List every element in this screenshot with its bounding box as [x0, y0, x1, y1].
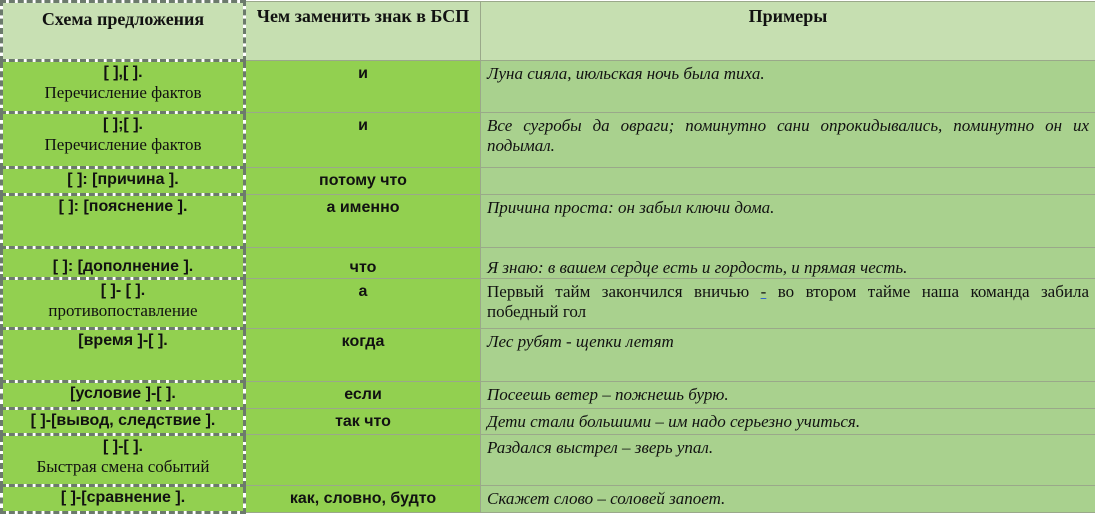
conjunction-cell: как, словно, будто [245, 486, 481, 513]
scheme-subtext: Перечисление фактов [44, 135, 202, 154]
table-row [2, 435, 1095, 486]
table-row [2, 409, 1095, 435]
example-cell: Луна сияла, июльская ночь была тиха. [481, 61, 1095, 113]
example-cell: Дети стали большими – им надо серьезно учиться. [481, 409, 1095, 435]
scheme-cell [2, 61, 245, 113]
scheme-text: [ ]-[сравнение ]. [60, 489, 186, 506]
scheme-text: [ ]-[ ]. [103, 438, 143, 455]
conjunction-cell [245, 435, 481, 486]
header-scheme: Схема предложения [2, 2, 245, 61]
table-row [2, 195, 1095, 248]
table-row [2, 168, 1095, 195]
header-examples: Примеры [481, 2, 1095, 61]
example-cell: Лес рубят - щепки летят [481, 329, 1095, 382]
scheme-subtext: Перечисление фактов [44, 83, 202, 102]
scheme-cell [2, 248, 245, 279]
example-cell: Я знаю: в вашем сердце есть и гордость, и прямая честь. [481, 248, 1095, 279]
table-row [2, 486, 1095, 513]
header-row [2, 2, 1095, 61]
example-cell: Причина проста: он забыл ключи дома. [481, 195, 1095, 248]
table-row [2, 113, 1095, 168]
table-row [2, 329, 1095, 382]
example-cell [481, 168, 1095, 195]
scheme-cell [2, 382, 245, 409]
table-row [2, 382, 1095, 409]
conjunction-cell: если [245, 382, 481, 409]
conjunction-cell: так что [245, 409, 481, 435]
example-cell: Раздался выстрел – зверь упал. [481, 435, 1095, 486]
example-text-part1: Первый тайм закончился вничью [487, 282, 750, 301]
scheme-text: [ ];[ ]. [103, 116, 143, 133]
conjunction-cell: и [245, 113, 481, 168]
scheme-text: [ ]- [ ]. [100, 282, 146, 299]
example-text-part2: во втором тайме наша команда забила победный гол [487, 282, 1090, 321]
scheme-text: [время ]-[ ]. [78, 332, 168, 349]
example-cell: Посеешь ветер – пожнешь бурю. [481, 382, 1095, 409]
scheme-text: [ ]-[вывод, следствие ]. [30, 412, 216, 429]
scheme-text: [ ]: [дополнение ]. [52, 258, 194, 275]
conjunction-cell: что [245, 248, 481, 279]
scheme-subtext: противопоставление [48, 301, 198, 320]
scheme-text: [ ]: [причина ]. [67, 171, 179, 188]
scheme-subtext: Быстрая смена событий [36, 457, 210, 476]
table-row [2, 248, 1095, 279]
table-row [2, 61, 1095, 113]
scheme-text: [ ]: [пояснение ]. [58, 198, 188, 215]
scheme-text: [ ],[ ]. [103, 64, 143, 81]
header-replace: Чем заменить знак в БСП [245, 2, 481, 61]
table-row [2, 279, 1095, 329]
scheme-cell [2, 329, 245, 382]
scheme-cell [2, 195, 245, 248]
example-dash: - [760, 282, 767, 301]
conjunction-cell: а [245, 279, 481, 329]
conjunction-cell: когда [245, 329, 481, 382]
scheme-cell [2, 435, 245, 486]
scheme-cell [2, 113, 245, 168]
scheme-cell [2, 168, 245, 195]
example-cell: Скажет слово – соловей запоет. [481, 486, 1095, 513]
scheme-cell [2, 486, 245, 513]
scheme-text: [условие ]-[ ]. [70, 385, 176, 402]
example-cell: Все сугробы да овраги; поминутно сани опрокидывались, поминутно он их подымал. [481, 113, 1095, 168]
scheme-cell [2, 279, 245, 329]
conjunction-cell: и [245, 61, 481, 113]
scheme-cell [2, 409, 245, 435]
conjunction-cell: а именно [245, 195, 481, 248]
conjunction-cell: потому что [245, 168, 481, 195]
example-cell [481, 279, 1095, 329]
